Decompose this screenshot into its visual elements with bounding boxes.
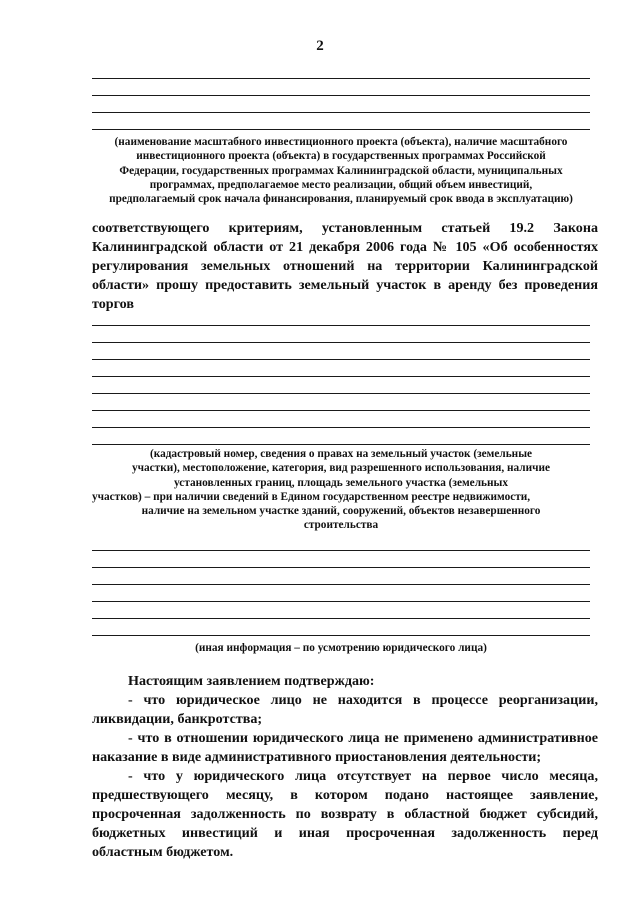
paragraph-line: области» прошу предоставить земельный участок в аренду без проведения: [92, 277, 598, 293]
blank-line: [92, 113, 590, 130]
paragraph-line: регулирования земельных отношений на территории Калининградской: [92, 258, 598, 274]
blank-line: [92, 619, 590, 636]
blank-line: [92, 551, 590, 568]
confirmation-line: - что юридическое лицо не находится в процессе реорганизации,: [128, 692, 598, 708]
blank-line: [92, 428, 590, 445]
confirmation-line: просроченная задолженность по возврату в областной бюджет субсидий,: [92, 806, 598, 822]
confirmation-line: - что в отношении юридического лица не применено административное: [128, 730, 598, 746]
caption-line: наличие на земельном участке зданий, сооружений, объектов незавершенного: [141, 505, 541, 518]
caption-line: предполагаемый срок начала финансирования, планируемый срок ввода в эксплуатацию): [109, 193, 573, 206]
other-caption: [92, 641, 590, 655]
blank-line: [92, 309, 590, 326]
blank-line: [92, 394, 590, 411]
other-blank-lines: [92, 534, 590, 636]
confirmation-line: бюджетных инвестиций и иная просроченная задолженность перед: [92, 825, 598, 841]
caption-line: (иная информация – по усмотрению юридического лица): [195, 642, 487, 654]
page-number: 2: [316, 38, 324, 54]
land-blank-lines: [92, 309, 590, 445]
confirmation-line: предшествующего месяцу, в котором подано настоящее заявление,: [92, 787, 598, 803]
caption-line: (наименование масштабного инвестиционного проекта (объекта), наличие масштабного: [114, 136, 568, 148]
caption-line: участков) – при наличии сведений в Едином государственном реестре недвижимости,: [92, 490, 531, 503]
blank-line: [92, 568, 590, 585]
blank-line: [92, 96, 590, 113]
caption-line: участки), местоположение, категория, вид разрешенного использования, наличие: [132, 462, 550, 475]
request-paragraph: [92, 219, 598, 314]
blank-line: [92, 585, 590, 602]
project-blank-lines: [92, 62, 590, 130]
confirmation-heading: Настоящим заявлением подтверждаю:: [128, 673, 375, 689]
caption-line: (кадастровый номер, сведения о правах на земельный участок (земельные: [149, 448, 533, 460]
confirmation-line: областным бюджетом.: [92, 844, 234, 860]
paragraph-line: Калининградской области от 21 декабря 2006 года № 105 «Об особенностях: [92, 239, 598, 255]
land-caption: [92, 447, 590, 533]
confirmation-line: наказание в виде административного приостановления деятельности;: [92, 749, 542, 765]
blank-line: [92, 79, 590, 96]
blank-line: [92, 602, 590, 619]
paragraph-line: торгов: [92, 296, 134, 312]
blank-line: [92, 343, 590, 360]
blank-line: [92, 62, 590, 79]
confirmation-line: - что у юридического лица отсутствует на первое число месяца,: [128, 768, 598, 784]
confirmation-section: [92, 672, 598, 862]
blank-line: [92, 326, 590, 343]
project-caption: [92, 135, 590, 206]
blank-line: [92, 360, 590, 377]
blank-line: [92, 377, 590, 394]
caption-line: Федерации, государственных программах Калининградской области, муниципальных: [119, 164, 563, 177]
caption-line: строительства: [303, 519, 379, 532]
paragraph-line: соответствующего критериям, установленным статьей 19.2 Закона: [92, 220, 598, 236]
blank-line: [92, 411, 590, 428]
confirmation-line: ликвидации, банкротства;: [92, 711, 263, 727]
caption-line: инвестиционного проекта (объекта) в государственных программах Российской: [136, 150, 546, 163]
caption-line: установленных границ, площадь земельного участка (земельных: [174, 476, 508, 489]
blank-line: [92, 534, 590, 551]
caption-line: программах, предполагаемое место реализации, общий объем инвестиций,: [149, 178, 533, 191]
